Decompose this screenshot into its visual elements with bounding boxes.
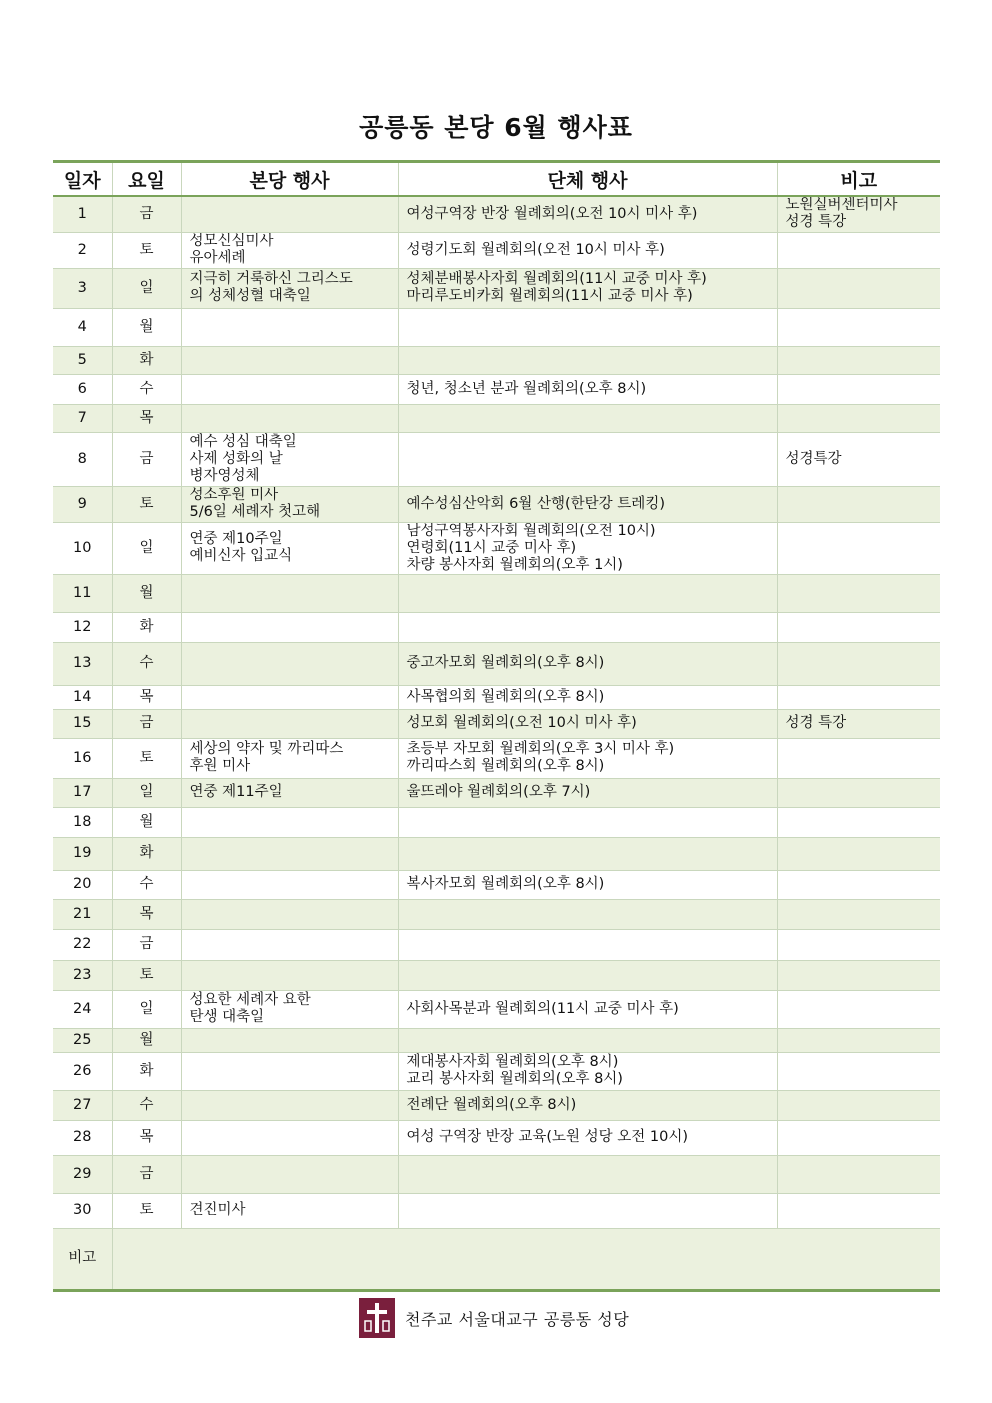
group-event-cell (398, 268, 777, 308)
table-row (53, 837, 940, 870)
parish-event-cell (181, 1028, 398, 1052)
parish-event-cell (181, 346, 398, 374)
parish-event-line: 지극히 거룩하신 그리스도 (189, 271, 353, 287)
note-cell (777, 432, 940, 486)
table-row (53, 346, 940, 374)
day-cell: 21 (53, 899, 112, 929)
note-cell (777, 612, 940, 642)
remarks-content (112, 1228, 940, 1290)
weekday-cell: 일 (112, 268, 181, 308)
group-event-cell (398, 308, 777, 346)
note-cell (777, 374, 940, 404)
parish-event-cell (181, 738, 398, 778)
parish-event-line: 5/6일 세례자 첫고해 (189, 504, 321, 520)
note-line: 노원실버센터미사 (785, 197, 898, 214)
weekday-cell: 수 (112, 642, 181, 685)
parish-event-line: 성요한 세례자 요한 (189, 992, 311, 1008)
day-cell: 2 (53, 232, 112, 268)
group-event-cell (398, 738, 777, 778)
parish-event-cell (181, 685, 398, 709)
table-row (53, 432, 940, 486)
parish-event-cell (181, 899, 398, 929)
church-emblem-icon (359, 1298, 395, 1338)
header-group-events: 단체 행사 (398, 162, 777, 197)
header-row (53, 162, 940, 197)
parish-event-cell (181, 1120, 398, 1155)
parish-event-cell (181, 574, 398, 612)
group-event-cell (398, 346, 777, 374)
weekday-cell: 월 (112, 574, 181, 612)
day-cell: 23 (53, 960, 112, 990)
group-event-line: 남성구역봉사자회 월례회의(오전 10시) (406, 522, 656, 539)
parish-event-line: 연중 제11주일 (189, 784, 283, 800)
group-event-line: 제대봉사자회 월례회의(오후 8시) (406, 1054, 619, 1070)
parish-event-cell (181, 404, 398, 432)
day-cell: 8 (53, 432, 112, 486)
table-row (53, 1028, 940, 1052)
group-event-cell (398, 1155, 777, 1193)
group-event-cell (398, 1120, 777, 1155)
parish-event-cell (181, 196, 398, 232)
group-event-cell (398, 486, 777, 522)
note-cell (777, 1120, 940, 1155)
day-cell: 26 (53, 1052, 112, 1090)
parish-event-cell (181, 709, 398, 738)
schedule-table (53, 160, 940, 1292)
group-event-cell (398, 837, 777, 870)
table-row (53, 709, 940, 738)
note-cell (777, 929, 940, 960)
day-cell: 13 (53, 642, 112, 685)
day-cell: 4 (53, 308, 112, 346)
table-row (53, 374, 940, 404)
note-cell (777, 960, 940, 990)
parish-event-line: 예수 성심 대축일 (189, 433, 297, 450)
parish-event-cell (181, 807, 398, 837)
group-event-line: 마리루도비카회 월례회의(11시 교중 미사 후) (406, 288, 693, 304)
table-row (53, 870, 940, 899)
group-event-cell (398, 1028, 777, 1052)
group-event-cell (398, 709, 777, 738)
group-event-line: 사목협의회 월례회의(오후 8시) (406, 688, 605, 705)
day-cell: 28 (53, 1120, 112, 1155)
note-cell (777, 642, 940, 685)
table-row (53, 232, 940, 268)
day-cell: 25 (53, 1028, 112, 1052)
group-event-cell (398, 574, 777, 612)
header-weekday: 요일 (112, 162, 181, 197)
group-event-line: 울뜨레야 월례회의(오후 7시) (406, 784, 591, 800)
weekday-cell: 토 (112, 486, 181, 522)
weekday-cell: 일 (112, 990, 181, 1028)
parish-event-cell (181, 960, 398, 990)
note-cell (777, 709, 940, 738)
page-title: 공릉동 본당 6월 행사표 (359, 113, 633, 142)
weekday-cell: 수 (112, 1090, 181, 1120)
footer-text: 천주교 서울대교구 공릉동 성당 (405, 1309, 630, 1329)
group-event-cell (398, 196, 777, 232)
table-row (53, 1155, 940, 1193)
table-row (53, 1193, 940, 1228)
group-event-line: 교리 봉사자회 월례회의(오후 8시) (406, 1071, 623, 1087)
table-row (53, 778, 940, 807)
group-event-line: 성령기도회 월례회의(오전 10시 미사 후) (406, 241, 665, 258)
weekday-cell: 수 (112, 374, 181, 404)
group-event-cell (398, 1193, 777, 1228)
table-row (53, 738, 940, 778)
day-cell: 18 (53, 807, 112, 837)
day-cell: 22 (53, 929, 112, 960)
note-cell (777, 807, 940, 837)
day-cell: 16 (53, 738, 112, 778)
group-event-cell (398, 990, 777, 1028)
day-cell: 27 (53, 1090, 112, 1120)
weekday-cell: 목 (112, 1120, 181, 1155)
weekday-cell: 금 (112, 709, 181, 738)
parish-event-cell (181, 268, 398, 308)
table-row (53, 807, 940, 837)
weekday-cell: 토 (112, 232, 181, 268)
group-event-cell (398, 807, 777, 837)
group-event-cell (398, 642, 777, 685)
group-event-cell (398, 232, 777, 268)
note-cell (777, 308, 940, 346)
remarks-row (53, 1228, 940, 1290)
parish-event-cell (181, 308, 398, 346)
note-cell (777, 232, 940, 268)
parish-event-cell (181, 642, 398, 685)
note-cell (777, 268, 940, 308)
parish-event-cell (181, 522, 398, 574)
group-event-cell (398, 778, 777, 807)
note-cell (777, 899, 940, 929)
day-cell: 1 (53, 196, 112, 232)
note-cell (777, 738, 940, 778)
day-cell: 17 (53, 778, 112, 807)
parish-event-cell (181, 232, 398, 268)
footer (359, 1298, 629, 1338)
note-line: 성경 특강 (785, 214, 847, 231)
parish-event-cell (181, 374, 398, 404)
parish-event-cell (181, 1052, 398, 1090)
note-line: 성경특강 (785, 450, 842, 467)
note-cell (777, 196, 940, 232)
group-event-line: 여성 구역장 반장 교육(노원 성당 오전 10시) (406, 1129, 689, 1145)
note-cell (777, 574, 940, 612)
table-row (53, 899, 940, 929)
group-event-line: 복사자모회 월례회의(오후 8시) (406, 876, 605, 892)
group-event-cell (398, 522, 777, 574)
day-cell: 29 (53, 1155, 112, 1193)
group-event-line: 사회사목분과 월례회의(11시 교중 미사 후) (406, 1000, 679, 1017)
parish-event-cell (181, 870, 398, 899)
weekday-cell: 토 (112, 960, 181, 990)
table-row (53, 960, 940, 990)
table-row (53, 486, 940, 522)
weekday-cell: 금 (112, 432, 181, 486)
parish-event-line: 후원 미사 (189, 758, 251, 774)
group-event-cell (398, 899, 777, 929)
weekday-cell: 화 (112, 346, 181, 374)
table-row (53, 685, 940, 709)
group-event-line: 예수성심산악회 6월 산행(한탄강 트레킹) (406, 495, 665, 512)
group-event-line: 까리따스회 월례회의(오후 8시) (406, 758, 605, 774)
table-row (53, 1052, 940, 1090)
weekday-cell: 월 (112, 308, 181, 346)
group-event-line: 여성구역장 반장 월례회의(오전 10시 미사 후) (406, 205, 698, 222)
group-event-cell (398, 374, 777, 404)
table-row (53, 574, 940, 612)
weekday-cell: 목 (112, 685, 181, 709)
note-cell (777, 1193, 940, 1228)
group-event-line: 전례단 월례회의(오후 8시) (406, 1096, 577, 1113)
day-cell: 6 (53, 374, 112, 404)
parish-event-line: 사제 성화의 날 (189, 450, 283, 467)
parish-event-line: 의 성체성혈 대축일 (189, 288, 311, 304)
table-row (53, 929, 940, 960)
parish-event-line: 유아세례 (189, 250, 246, 266)
schedule-body (53, 196, 940, 1228)
parish-event-cell (181, 990, 398, 1028)
header-parish-events: 본당 행사 (181, 162, 398, 197)
note-line: 성경 특강 (785, 715, 847, 731)
parish-event-line: 성소후원 미사 (189, 487, 279, 503)
parish-event-cell (181, 929, 398, 960)
parish-event-line: 세상의 약자 및 까리따스 (189, 741, 344, 757)
group-event-line: 초등부 자모회 월례회의(오후 3시 미사 후) (406, 741, 675, 757)
parish-event-line: 성모신심미사 (189, 233, 274, 249)
note-cell (777, 1052, 940, 1090)
weekday-cell: 월 (112, 807, 181, 837)
parish-event-line: 병자영성체 (189, 467, 260, 484)
parish-event-cell (181, 432, 398, 486)
table-row (53, 268, 940, 308)
note-cell (777, 522, 940, 574)
note-cell (777, 1028, 940, 1052)
note-cell (777, 990, 940, 1028)
parish-event-line: 견진미사 (189, 1202, 246, 1218)
table-row (53, 404, 940, 432)
day-cell: 9 (53, 486, 112, 522)
day-cell: 15 (53, 709, 112, 738)
group-event-line: 차량 봉사자회 월례회의(오후 1시) (406, 556, 623, 573)
note-cell (777, 685, 940, 709)
day-cell: 14 (53, 685, 112, 709)
weekday-cell: 화 (112, 1052, 181, 1090)
parish-event-cell (181, 778, 398, 807)
parish-event-cell (181, 1193, 398, 1228)
group-event-cell (398, 404, 777, 432)
note-cell (777, 404, 940, 432)
table-row (53, 642, 940, 685)
table-row (53, 990, 940, 1028)
weekday-cell: 토 (112, 1193, 181, 1228)
day-cell: 30 (53, 1193, 112, 1228)
day-cell: 20 (53, 870, 112, 899)
day-cell: 10 (53, 522, 112, 574)
note-cell (777, 486, 940, 522)
table-row (53, 612, 940, 642)
parish-event-line: 연중 제10주일 (189, 531, 283, 547)
note-cell (777, 837, 940, 870)
parish-event-line: 예비신자 입교식 (189, 548, 293, 564)
group-event-cell (398, 1090, 777, 1120)
table-row (53, 196, 940, 232)
note-cell (777, 1090, 940, 1120)
group-event-cell (398, 1052, 777, 1090)
group-event-line: 청년, 청소년 분과 월례회의(오후 8시) (406, 380, 647, 397)
weekday-cell: 일 (112, 778, 181, 807)
day-cell: 19 (53, 837, 112, 870)
parish-event-cell (181, 612, 398, 642)
group-event-cell (398, 960, 777, 990)
parish-event-cell (181, 1090, 398, 1120)
day-cell: 5 (53, 346, 112, 374)
weekday-cell: 금 (112, 1155, 181, 1193)
group-event-cell (398, 685, 777, 709)
group-event-cell (398, 870, 777, 899)
weekday-cell: 월 (112, 1028, 181, 1052)
weekday-cell: 일 (112, 522, 181, 574)
note-cell (777, 346, 940, 374)
remarks-label: 비고 (53, 1228, 112, 1290)
weekday-cell: 목 (112, 899, 181, 929)
parish-event-cell (181, 837, 398, 870)
weekday-cell: 수 (112, 870, 181, 899)
group-event-cell (398, 929, 777, 960)
table-row (53, 308, 940, 346)
group-event-line: 성모회 월례회의(오전 10시 미사 후) (406, 715, 637, 731)
parish-event-cell (181, 486, 398, 522)
weekday-cell: 화 (112, 612, 181, 642)
parish-event-line: 탄생 대축일 (189, 1009, 265, 1025)
day-cell: 12 (53, 612, 112, 642)
weekday-cell: 금 (112, 929, 181, 960)
weekday-cell: 목 (112, 404, 181, 432)
group-event-cell (398, 432, 777, 486)
group-event-line: 연령회(11시 교중 미사 후) (406, 539, 577, 556)
weekday-cell: 화 (112, 837, 181, 870)
day-cell: 7 (53, 404, 112, 432)
header-day: 일자 (53, 162, 112, 197)
header-notes: 비고 (777, 162, 940, 197)
group-event-cell (398, 612, 777, 642)
note-cell (777, 870, 940, 899)
table-row (53, 1120, 940, 1155)
note-cell (777, 1155, 940, 1193)
table-row (53, 1090, 940, 1120)
day-cell: 24 (53, 990, 112, 1028)
day-cell: 11 (53, 574, 112, 612)
parish-event-cell (181, 1155, 398, 1193)
note-cell (777, 778, 940, 807)
group-event-line: 중고자모회 월례회의(오후 8시) (406, 655, 605, 671)
weekday-cell: 토 (112, 738, 181, 778)
day-cell: 3 (53, 268, 112, 308)
table-row (53, 522, 940, 574)
weekday-cell: 금 (112, 196, 181, 232)
group-event-line: 성체분배봉사자회 월례회의(11시 교중 미사 후) (406, 271, 707, 287)
